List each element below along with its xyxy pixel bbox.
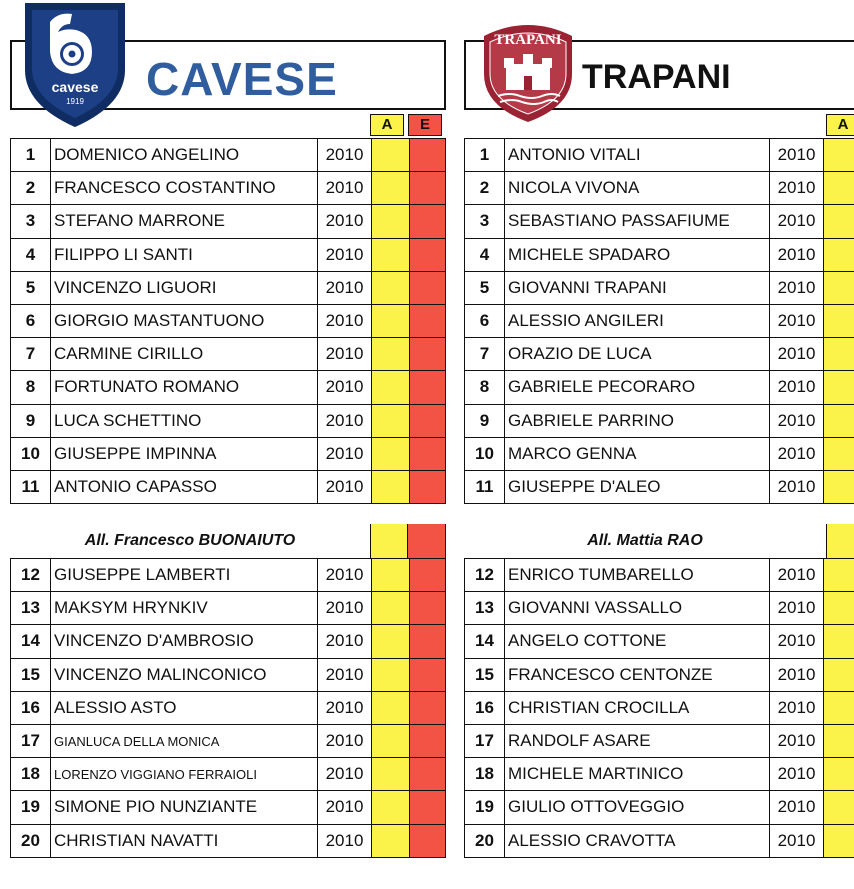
trapani-shield-icon [480,14,576,124]
player-name: GIOVANNI TRAPANI [505,271,770,304]
header-a: A [370,114,404,136]
player-birth-year: 2010 [318,824,372,857]
player-birth-year: 2010 [318,691,372,724]
player-row [465,404,854,437]
a-cell [824,592,854,625]
a-cell [372,470,410,503]
a-cell [372,559,410,592]
header-e: E [408,114,442,136]
player-number: 12 [465,559,505,592]
player-birth-year: 2010 [770,592,824,625]
player-name: VINCENZO MALINCONICO [51,658,318,691]
e-cell [410,139,446,172]
player-row [11,758,446,791]
player-number: 14 [11,625,51,658]
a-cell [372,625,410,658]
a-cell [824,271,854,304]
player-name: GABRIELE PECORARO [505,371,770,404]
player-name: CHRISTIAN CROCILLA [505,691,770,724]
a-cell [372,791,410,824]
player-number: 1 [465,139,505,172]
player-birth-year: 2010 [770,724,824,757]
player-row [11,304,446,337]
player-birth-year: 2010 [770,470,824,503]
player-row [11,205,446,238]
player-birth-year: 2010 [770,238,824,271]
e-cell [410,559,446,592]
player-birth-year: 2010 [318,791,372,824]
reserves-table [464,558,854,858]
e-cell [410,691,446,724]
player-number: 6 [465,304,505,337]
e-cell [410,338,446,371]
a-cell [824,658,854,691]
player-birth-year: 2010 [318,205,372,238]
player-number: 3 [11,205,51,238]
player-number: 11 [465,470,505,503]
a-cell [372,758,410,791]
e-cell [410,824,446,857]
player-number: 19 [11,791,51,824]
player-name: GIUSEPPE IMPINNA [51,437,318,470]
player-birth-year: 2010 [770,758,824,791]
player-number: 7 [465,338,505,371]
reserves-table [10,558,446,858]
player-birth-year: 2010 [318,172,372,205]
player-name: CHRISTIAN NAVATTI [51,824,318,857]
a-cell [824,559,854,592]
a-cell [824,791,854,824]
player-number: 9 [11,404,51,437]
player-number: 8 [465,371,505,404]
starters-table [464,138,854,504]
player-row [465,437,854,470]
player-birth-year: 2010 [318,338,372,371]
a-cell [372,371,410,404]
svg-text:TRAPANI: TRAPANI [494,32,562,48]
a-cell [824,304,854,337]
player-row [465,172,854,205]
player-name: ANTONIO VITALI [505,139,770,172]
player-row [11,404,446,437]
player-number: 9 [465,404,505,437]
player-birth-year: 2010 [770,824,824,857]
a-cell [372,691,410,724]
player-row [465,658,854,691]
e-cell [410,724,446,757]
a-cell [824,338,854,371]
player-name: ORAZIO DE LUCA [505,338,770,371]
a-cell [824,172,854,205]
player-name: DOMENICO ANGELINO [51,139,318,172]
player-number: 17 [11,724,51,757]
e-cell [410,205,446,238]
player-birth-year: 2010 [770,271,824,304]
player-row [11,559,446,592]
player-name: ALESSIO ASTO [51,691,318,724]
a-cell [372,437,410,470]
svg-text:cavese: cavese [51,79,99,95]
player-row [11,437,446,470]
team-name: CAVESE [146,53,338,105]
player-name: GIORGIO MASTANTUONO [51,304,318,337]
player-birth-year: 2010 [318,437,372,470]
player-row [465,271,854,304]
player-birth-year: 2010 [318,625,372,658]
player-row [11,691,446,724]
player-birth-year: 2010 [770,625,824,658]
player-row [11,625,446,658]
coach-a-cell [370,524,408,558]
a-cell [372,172,410,205]
player-row [465,758,854,791]
e-cell [410,271,446,304]
player-name: VINCENZO D'AMBROSIO [51,625,318,658]
coach-e-cell [408,524,446,558]
a-cell [372,824,410,857]
player-name: ALESSIO ANGILERI [505,304,770,337]
player-row [11,791,446,824]
player-number: 5 [11,271,51,304]
a-cell [372,271,410,304]
player-row [11,371,446,404]
a-cell [372,304,410,337]
player-name: SIMONE PIO NUNZIANTE [51,791,318,824]
player-number: 11 [11,470,51,503]
player-name: FRANCESCO COSTANTINO [51,172,318,205]
player-row [11,824,446,857]
player-birth-year: 2010 [770,404,824,437]
player-birth-year: 2010 [770,691,824,724]
player-name: LUCA SCHETTINO [51,404,318,437]
a-cell [824,371,854,404]
player-number: 14 [465,625,505,658]
a-cell [372,404,410,437]
player-name: GIULIO OTTOVEGGIO [505,791,770,824]
a-cell [824,205,854,238]
player-row [465,139,854,172]
player-row [465,592,854,625]
player-birth-year: 2010 [318,470,372,503]
player-name: MAKSYM HRYNKIV [51,592,318,625]
player-row [11,172,446,205]
player-birth-year: 2010 [770,791,824,824]
player-birth-year: 2010 [770,559,824,592]
player-row [465,205,854,238]
e-cell [410,238,446,271]
player-name: ANGELO COTTONE [505,625,770,658]
player-row [465,238,854,271]
coach-name: All. Mattia RAO [587,532,703,549]
a-cell [824,824,854,857]
player-birth-year: 2010 [318,758,372,791]
player-name: FILIPPO LI SANTI [51,238,318,271]
player-number: 5 [465,271,505,304]
a-cell [372,592,410,625]
player-birth-year: 2010 [770,172,824,205]
player-number: 10 [11,437,51,470]
e-cell [410,470,446,503]
player-number: 19 [465,791,505,824]
player-row [11,658,446,691]
player-number: 4 [465,238,505,271]
cavese-crest-icon [20,0,130,128]
player-birth-year: 2010 [318,658,372,691]
e-cell [410,592,446,625]
player-row [465,691,854,724]
player-number: 12 [11,559,51,592]
player-row [465,470,854,503]
header-a: A [826,114,854,136]
player-birth-year: 2010 [318,238,372,271]
player-number: 3 [465,205,505,238]
player-row [465,371,854,404]
player-name: MARCO GENNA [505,437,770,470]
starters-table [10,138,446,504]
e-cell [410,791,446,824]
team-name: TRAPANI [582,58,731,96]
player-name: CARMINE CIRILLO [51,338,318,371]
player-birth-year: 2010 [770,437,824,470]
player-name: GIANLUCA DELLA MONICA [51,724,318,757]
player-row [11,238,446,271]
a-cell [824,758,854,791]
a-cell [824,238,854,271]
player-birth-year: 2010 [318,592,372,625]
player-name: GIUSEPPE D'ALEO [505,470,770,503]
a-cell [824,724,854,757]
player-name: LORENZO VIGGIANO FERRAIOLI [51,758,318,791]
e-cell [410,658,446,691]
a-cell [824,470,854,503]
player-number: 1 [11,139,51,172]
e-cell [410,437,446,470]
player-number: 17 [465,724,505,757]
player-birth-year: 2010 [318,371,372,404]
coach-name: All. Francesco BUONAIUTO [84,532,296,549]
player-name: ALESSIO CRAVOTTA [505,824,770,857]
player-number: 18 [465,758,505,791]
a-cell [824,437,854,470]
player-row [465,724,854,757]
player-name: ENRICO TUMBARELLO [505,559,770,592]
player-birth-year: 2010 [770,371,824,404]
player-name: ANTONIO CAPASSO [51,470,318,503]
coach-a-cell [826,524,854,558]
a-cell [372,238,410,271]
player-number: 13 [465,592,505,625]
player-row [11,724,446,757]
player-birth-year: 2010 [770,139,824,172]
player-name: STEFANO MARRONE [51,205,318,238]
player-row [11,338,446,371]
coach-row [10,524,446,558]
player-row [465,791,854,824]
player-birth-year: 2010 [318,139,372,172]
player-birth-year: 2010 [318,304,372,337]
player-number: 10 [465,437,505,470]
player-name: NICOLA VIVONA [505,172,770,205]
a-cell [824,139,854,172]
player-row [465,304,854,337]
player-row [465,338,854,371]
player-name: VINCENZO LIGUORI [51,271,318,304]
player-number: 15 [465,658,505,691]
player-birth-year: 2010 [318,559,372,592]
e-cell [410,371,446,404]
e-cell [410,304,446,337]
player-name: GABRIELE PARRINO [505,404,770,437]
coach-row [464,524,854,558]
player-row [465,559,854,592]
player-number: 15 [11,658,51,691]
player-row [11,139,446,172]
player-number: 20 [465,824,505,857]
player-row [465,824,854,857]
a-cell [824,404,854,437]
a-cell [372,139,410,172]
player-name: MICHELE SPADARO [505,238,770,271]
player-name: GIUSEPPE LAMBERTI [51,559,318,592]
player-birth-year: 2010 [770,304,824,337]
player-number: 2 [465,172,505,205]
e-cell [410,758,446,791]
e-cell [410,404,446,437]
a-cell [372,205,410,238]
a-cell [824,691,854,724]
player-number: 4 [11,238,51,271]
player-row [11,271,446,304]
player-birth-year: 2010 [318,404,372,437]
player-name: FORTUNATO ROMANO [51,371,318,404]
player-number: 7 [11,338,51,371]
player-birth-year: 2010 [770,205,824,238]
player-birth-year: 2010 [318,724,372,757]
e-cell [410,625,446,658]
player-name: RANDOLF ASARE [505,724,770,757]
player-name: GIOVANNI VASSALLO [505,592,770,625]
player-birth-year: 2010 [770,658,824,691]
player-number: 16 [465,691,505,724]
player-name: MICHELE MARTINICO [505,758,770,791]
player-row [465,625,854,658]
player-name: FRANCESCO CENTONZE [505,658,770,691]
player-number: 13 [11,592,51,625]
player-number: 18 [11,758,51,791]
player-row [11,592,446,625]
player-number: 2 [11,172,51,205]
player-name: SEBASTIANO PASSAFIUME [505,205,770,238]
player-number: 16 [11,691,51,724]
a-cell [824,625,854,658]
a-cell [372,724,410,757]
player-birth-year: 2010 [770,338,824,371]
e-cell [410,172,446,205]
player-birth-year: 2010 [318,271,372,304]
a-cell [372,338,410,371]
a-cell [372,658,410,691]
player-number: 8 [11,371,51,404]
player-number: 6 [11,304,51,337]
player-row [11,470,446,503]
player-number: 20 [11,824,51,857]
svg-text:1919: 1919 [66,97,84,106]
